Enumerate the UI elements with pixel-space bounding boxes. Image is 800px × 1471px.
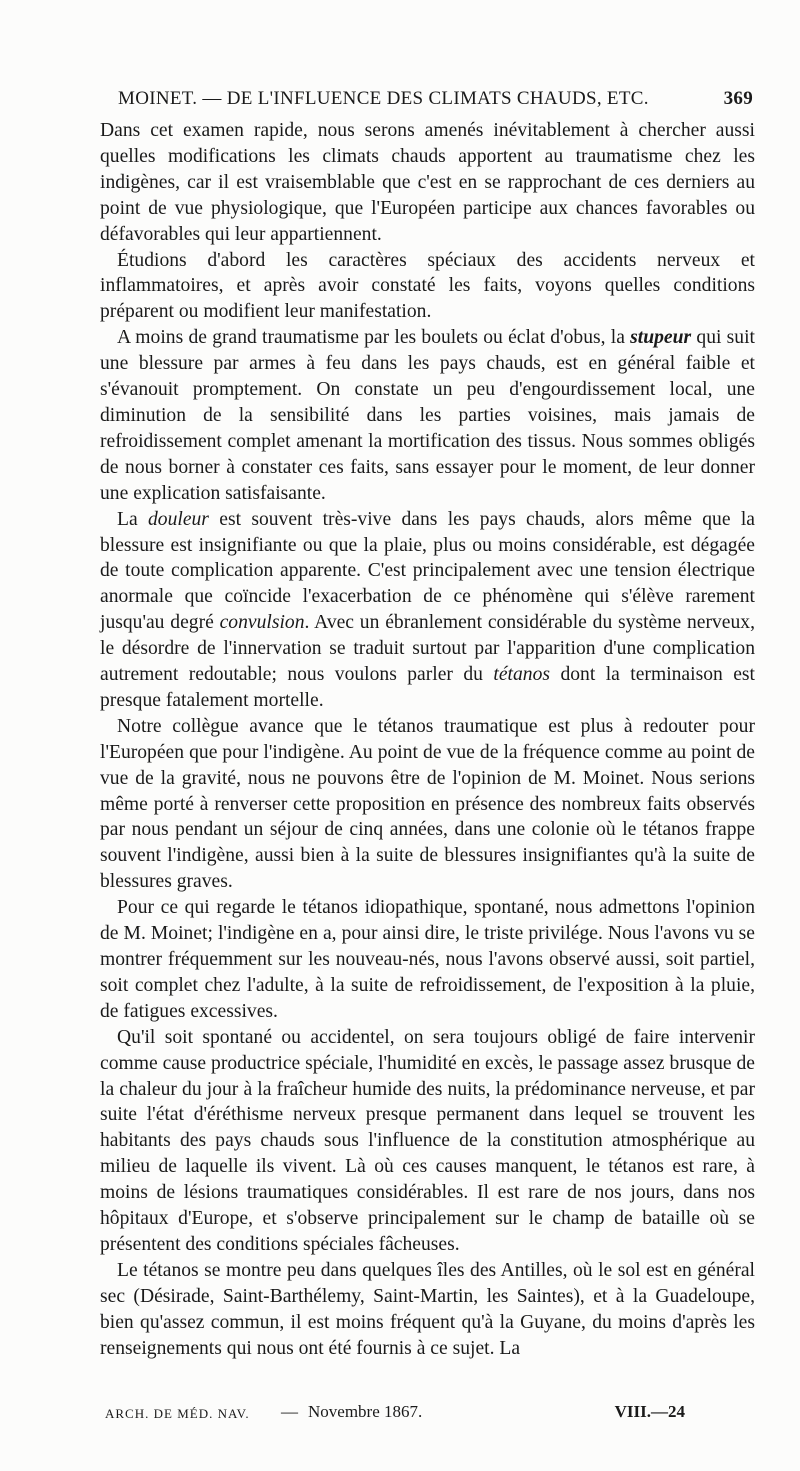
paragraph-4 [100,507,755,714]
running-title: MOINET. — DE L'INFLUENCE DES CLIMATS CHAUDS, ETC. [118,88,649,109]
page-footer [105,1402,685,1428]
paragraph-5: Notre collègue avance que le tétanos traumatique est plus à redouter pour l'Européen que pour l'indigène. Au point de vue de la fréquence comme au point de vue de la gravité, nous ne pouvons être de l'opinion de M. Moinet. Nous serions même porté à renverser cette proposition en présence des nombreux faits observés par nous pendant un séjour de cinq années, dans une colonie où le tétanos frappe souvent l'indigène, aussi bien à la suite de blessures insignifiantes qu'à la suite de blessures graves. [100,715,755,893]
paragraph-3 [100,325,755,506]
term-convulsion: convulsion [219,612,305,634]
paragraph-4-part-c: . Avec un ébranlement considérable du système nerveux, le désordre de l'innervation se traduit surtout par l'apparition d'une complication autrement redoutable; nous voulons parler du [100,612,755,686]
paragraph-1: Dans cet examen rapide, nous serons amenés inévitablement à chercher aussi quelles modifications les climats chauds apportent au traumatisme chez les indigènes, car il est vraisemblable que c'est en se rapprochant de ces derniers au point de vue physiologique, que l'Européen participe aux chances favorables ou défavorables qui leur appartiennent. [100,120,755,245]
running-header [118,88,753,114]
term-tetanos: tétanos [493,664,551,686]
article-body [100,118,755,1362]
paragraph-3-part-a: A moins de grand traumatisme par les boulets ou éclat d'obus, la [117,327,631,349]
footer-dash: — [281,1402,298,1421]
paragraph-3-part-b: qui suit une blessure par armes à feu dans les pays chauds, est en général faible et s'évanouit promptement. On constate un peu d'engourdissement local, une diminution de la sensibilité dans les parties voisines, mais jamais de refroidissement complet amenant la mortification des tissus. Nous sommes obligés de nous borner à constater ces faits, sans essayer pour le moment, de leur donner une explication satisfaisante. [100,327,755,504]
term-stupeur: stupeur [630,327,692,349]
paragraph-4-part-a: La [117,508,148,530]
issue-date: Novembre 1867. [308,1402,423,1421]
page-number: 369 [723,88,753,109]
paragraph-7: Qu'il soit spontané ou accidentel, on sera toujours obligé de faire intervenir comme cause productrice spéciale, l'humidité en excès, le passage assez brusque de la chaleur du jour à la fraîcheur humide des nuits, la prédominance nerveuse, et par suite l'état d'éréthisme nerveux presque permanent dans lequel se trouvent les habitants des pays chauds sous l'influence de la constitution atmosphérique au milieu de laquelle ils vivent. Là où ces causes manquent, le tétanos est rare, à moins de lésions traumatiques considérables. Il est rare de nos jours, dans nos hôpitaux d'Europe, et s'observe principalement sur le champ de bataille où se présentent des conditions spéciales fâcheuses. [100,1026,755,1255]
journal-signature: ARCH. DE MÉD. NAV. [105,1406,250,1421]
volume-signature: VIII.—24 [614,1402,685,1421]
paragraph-6: Pour ce qui regarde le tétanos idiopathique, spontané, nous admettons l'opinion de M. Moinet; l'indigène en a, pour ainsi dire, le triste privilége. Nous l'avons vu se montrer fréquemment sur les nouveau-nés, nous l'avons observé aussi, soit partiel, soit complet chez l'adulte, à la suite de refroidissement, de l'exposition à la pluie, de fatigues excessives. [100,897,755,1022]
paragraph-2: Étudions d'abord les caractères spéciaux des accidents nerveux et inflammatoires, et après avoir constaté les faits, voyons quelles conditions préparent ou modifient leur manifestation. [100,249,755,323]
paragraph-8: Le tétanos se montre peu dans quelques îles des Antilles, où le sol est en général sec (Désirade, Saint-Barthélemy, Saint-Martin, les Saintes), et à la Guadeloupe, bien qu'assez commun, il est moins fréquent qu'à la Guyane, du moins d'après les renseignements qui nous ont été fournis à ce sujet. La [100,1259,755,1359]
paragraph-4-part-b: est souvent très-vive dans les pays chauds, alors même que la blessure est insignifiante ou que la plaie, plus ou moins considérable, est dégagée de toute complication apparente. C'est principalement avec une tension électrique anormale que coïncide l'exacerbation de ce phénomène qui s'élève rarement jusqu'au degré [100,508,755,634]
paragraph-4-part-d: dont la terminaison est presque fatalement mortelle. [100,664,755,711]
term-douleur: douleur [147,508,209,530]
